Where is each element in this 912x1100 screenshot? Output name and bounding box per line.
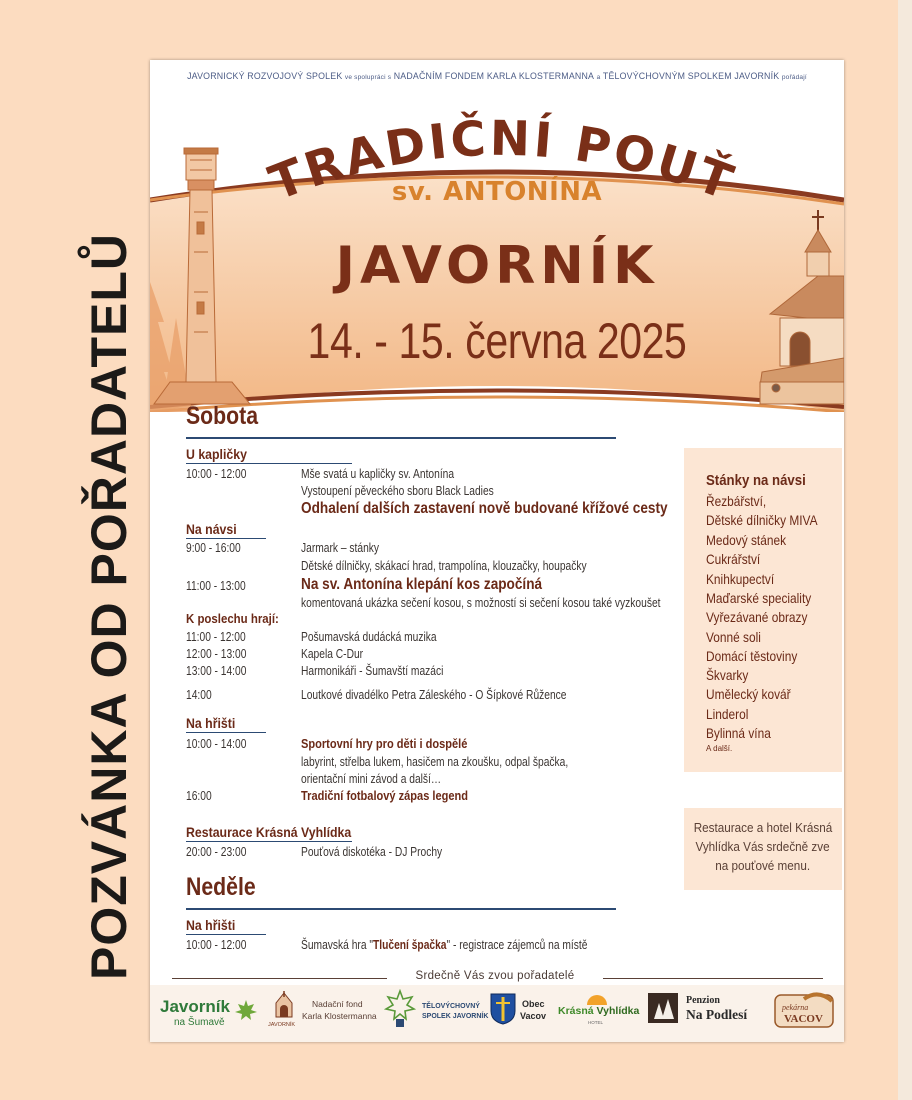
saturday-rule <box>186 437 616 439</box>
stall-item: Knihkupectví <box>706 571 775 587</box>
logo-krasna-vyhlidka: Krásná Vyhlídka HOTEL <box>558 991 638 1035</box>
saint-subtitle: sv. ANTONÍNA <box>391 177 603 207</box>
time-label: 10:00 - 12:00 <box>186 467 247 481</box>
time-label: 11:00 - 13:00 <box>186 579 246 593</box>
coat-of-arms-icon <box>490 993 516 1025</box>
vertical-invitation-title: POZVÁNKA OD POŘADATELŮ <box>81 233 137 980</box>
page-edge <box>898 0 912 1100</box>
program-item: komentovaná ukázka sečení kosou, s možností si sečení kosou také vyzkoušet <box>301 596 661 610</box>
program-item: Loutkové divadélko Petra Záleského - O Šípkové Růžence <box>301 688 567 702</box>
program-item: Kapela C-Dur <box>301 647 364 661</box>
stall-item: Škvarky <box>706 667 749 683</box>
section-rule <box>186 463 352 464</box>
time-label: 9:00 - 16:00 <box>186 541 241 555</box>
logo-obec-vacov: Obec Vacov <box>490 991 554 1035</box>
time-label: 14:00 <box>186 688 212 702</box>
program-item: Vystoupení pěveckého sboru Black Ladies <box>301 484 494 498</box>
program-item: Dětské dílničky, skákací hrad, trampolína, klouzačky, houpačky <box>301 559 587 573</box>
program-item: Jarmark – stánky <box>301 541 380 555</box>
time-label: 12:00 - 13:00 <box>186 647 247 661</box>
restaurant-line: na pouťové menu. <box>715 858 811 873</box>
section-restaurace-title: Restaurace Krásná Vyhlídka <box>186 824 352 840</box>
program-item: Pouťová diskotéka - DJ Prochy <box>301 845 443 859</box>
event-date: 14. - 15. června 2025 <box>307 313 687 369</box>
maple-leaf-icon <box>234 999 258 1021</box>
section-kaplicky-title: U kapličky <box>186 446 247 462</box>
saturday-heading: Sobota <box>186 402 259 430</box>
stall-item: Vonné soli <box>706 629 761 645</box>
stall-item: Umělecký kovář <box>706 686 791 702</box>
stall-item: Medový stánek <box>706 532 787 548</box>
stall-item: Dětské dílničky MIVA <box>706 512 818 528</box>
section-rule <box>186 841 352 842</box>
program-item: Šumavská hra "Tlučení špačka" - registrace zájemců na místě <box>301 938 588 952</box>
logo-nadacni-fond: JAVORNÍK Nadační fond Karla Klostermanna <box>268 991 378 1037</box>
sunrise-icon <box>584 991 610 1005</box>
stall-more: A další. <box>706 744 733 753</box>
time-label: 10:00 - 14:00 <box>186 737 247 751</box>
section-sunday-hristi-title: Na hřišti <box>186 917 236 933</box>
time-label: 16:00 <box>186 789 212 803</box>
stalls-box <box>684 448 842 772</box>
leaf-emblem-icon <box>384 989 416 1029</box>
forest-icon <box>648 993 678 1023</box>
program-item: Pošumavská dudácká muzika <box>301 630 437 644</box>
main-title: TRADIČNÍ POUŤ <box>262 110 743 212</box>
program-item: Harmonikáři - Šumavští mazáci <box>301 664 444 678</box>
footer-caption: Srdečně Vás zvou pořadatelé <box>415 970 575 982</box>
section-rule <box>186 538 266 539</box>
program-highlight: Sportovní hry pro děti i dospělé <box>301 736 468 751</box>
section-rule <box>186 934 266 935</box>
restaurant-box <box>684 808 842 890</box>
time-label: 10:00 - 12:00 <box>186 938 247 952</box>
stall-item: Řezbářství, <box>706 493 767 509</box>
footer-rule <box>172 978 387 979</box>
stall-item: Linderol <box>706 706 749 722</box>
program-highlight: Odhalení dalších zastavení nově budované křížové cesty <box>301 500 668 517</box>
program-item: Mše svatá u kapličky sv. Antonína <box>301 467 455 481</box>
program-highlight: Na sv. Antonína klepání kos započíná <box>301 576 543 593</box>
stall-item: Domácí těstoviny <box>706 648 798 664</box>
place-title: JAVORNÍK <box>335 236 659 296</box>
section-navsi-title: Na návsi <box>186 521 237 537</box>
chapel-icon <box>270 991 298 1021</box>
section-rule <box>186 732 266 733</box>
stall-item: Vyřezávané obrazy <box>706 609 808 625</box>
program-item: labyrint, střelba lukem, hasičem na zkoušku, odpal špačka, <box>301 755 569 769</box>
section-listen-title: K poslechu hrají: <box>186 611 279 626</box>
sunday-rule <box>186 908 616 910</box>
logo-penzion-na-podlesi: Penzion Na Podlesí <box>648 993 760 1033</box>
event-poster <box>150 60 844 1042</box>
program-highlight: Tradiční fotbalový zápas legend <box>301 788 469 803</box>
time-label: 20:00 - 23:00 <box>186 845 247 859</box>
stall-item: Bylinná vína <box>706 725 771 741</box>
time-label: 11:00 - 12:00 <box>186 630 246 644</box>
stall-item: Maďarské speciality <box>706 590 812 606</box>
stalls-title: Stánky na návsi <box>706 472 806 489</box>
stall-item: Cukrářství <box>706 551 761 567</box>
logo-javornik-na-sumave: Javorník na Šumavě <box>160 995 260 1035</box>
section-hristi-title: Na hřišti <box>186 715 236 731</box>
time-label: 13:00 - 14:00 <box>186 664 247 678</box>
restaurant-line: Vyhlídka Vás srdečně zve <box>695 839 831 854</box>
program-item: orientační mini závod a další… <box>301 772 442 786</box>
sunday-heading: Neděle <box>186 873 256 901</box>
footer-rule <box>603 978 823 979</box>
restaurant-line: Restaurace a hotel Krásná <box>693 820 833 835</box>
logo-pekarna-vacov: pekárna VACOV <box>774 991 836 1029</box>
sponsor-logos <box>150 985 844 1042</box>
organizers-line: JAVORNICKÝ ROZVOJOVÝ SPOLEK ve spolupráci s NADAČNÍM FONDEM KARLA KLOSTERMANNA a TĚLOVÝCHOVNÝM SPOLKEM JAVORNÍK pořádají <box>187 71 807 81</box>
logo-telovychovny-spolek: TĚLOVÝCHOVNÝ SPOLEK JAVORNÍK <box>384 989 484 1037</box>
